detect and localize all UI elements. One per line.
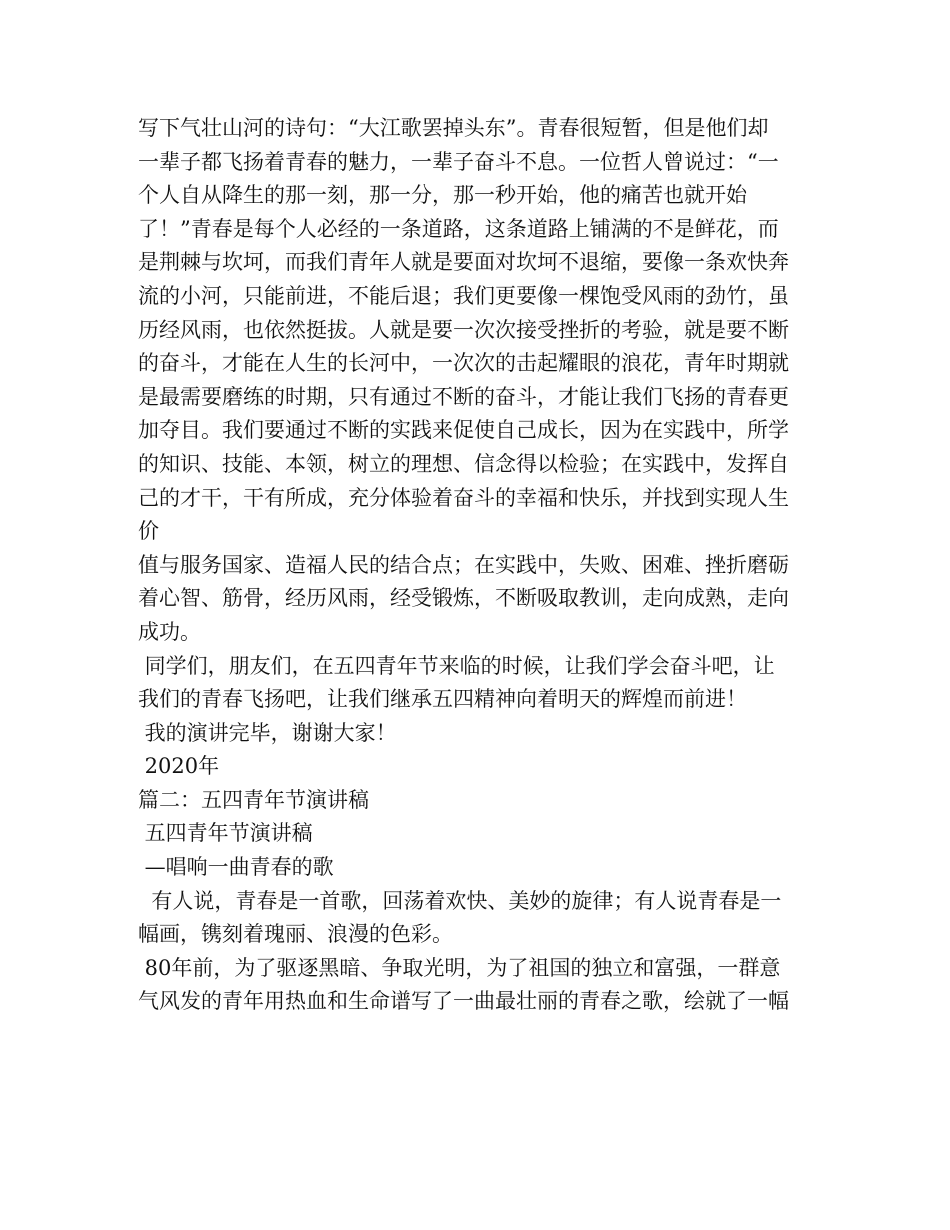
text-line: 是荆棘与坎坷，而我们青年人就是要面对坎坷不退缩，要像一条欢快奔: [138, 250, 789, 275]
text-line: 值与服务国家、造福人民的结合点；在实践中，失败、困难、挫折磨砺: [138, 552, 789, 577]
text-line: 成功。: [138, 619, 201, 644]
date-line: 2020年: [138, 754, 220, 779]
text-line: 了！”青春是每个人必经的一条道路，这条道路上铺满的不是鲜花，而: [138, 216, 779, 241]
document-text-body: [138, 112, 818, 1019]
text-line: 同学们，朋友们，在五四青年节来临的时候，让我们学会奋斗吧，让: [138, 653, 775, 678]
text-line: 的奋斗，才能在人生的长河中，一次次的击起耀眼的浪花，青年时期就: [138, 351, 789, 376]
text-line: 是最需要磨练的时期，只有通过不断的奋斗，才能让我们飞扬的青春更: [138, 384, 789, 409]
text-line: 价: [138, 519, 159, 544]
text-line: 我们的青春飞扬吧，让我们继承五四精神向着明天的辉煌而前进！: [138, 687, 747, 712]
text-line: 的知识、技能、本领，树立的理想、信念得以检验；在实践中，发挥自: [138, 451, 789, 476]
speech-subtitle: —唱响一曲青春的歌: [138, 855, 334, 880]
text-line: 我的演讲完毕，谢谢大家！: [138, 720, 397, 745]
text-line: 流的小河，只能前进，不能后退；我们更要像一棵饱受风雨的劲竹，虽: [138, 283, 789, 308]
text-line: 着心智、筋骨，经历风雨，经受锻炼，不断吸取教训，走向成熟，走向: [138, 586, 789, 611]
text-line: 加夺目。我们要通过不断的实践来促使自己成长，因为在实践中，所学: [138, 418, 789, 443]
text-line: 个人自从降生的那一刻，那一分，那一秒开始，他的痛苦也就开始: [138, 183, 747, 208]
section-heading: 篇二：五四青年节演讲稿: [138, 787, 369, 812]
text-line: 己的才干，干有所成，充分体验着奋斗的幸福和快乐，并找到实现人生: [138, 485, 789, 510]
text-line: 幅画，镌刻着瑰丽、浪漫的色彩。: [138, 922, 453, 947]
speech-title: 五四青年节演讲稿: [138, 821, 313, 846]
text-line: 气风发的青年用热血和生命谱写了一曲最壮丽的青春之歌，绘就了一幅: [138, 989, 789, 1014]
text-line: 写下气壮山河的诗句：“大江歌罢掉头东”。青春很短暂，但是他们却: [138, 116, 769, 140]
text-line: 一辈子都飞扬着青春的魅力，一辈子奋斗不息。一位哲人曾说过：“一: [138, 149, 779, 174]
text-line: 80年前，为了驱逐黑暗、争取光明，为了祖国的独立和富强，一群意: [138, 955, 781, 980]
text-line: 有人说，青春是一首歌，回荡着欢快、美妙的旋律；有人说青春是一: [138, 888, 782, 913]
text-line: 历经风雨，也依然挺拔。人就是要一次次接受挫折的考验，就是要不断: [138, 317, 789, 342]
